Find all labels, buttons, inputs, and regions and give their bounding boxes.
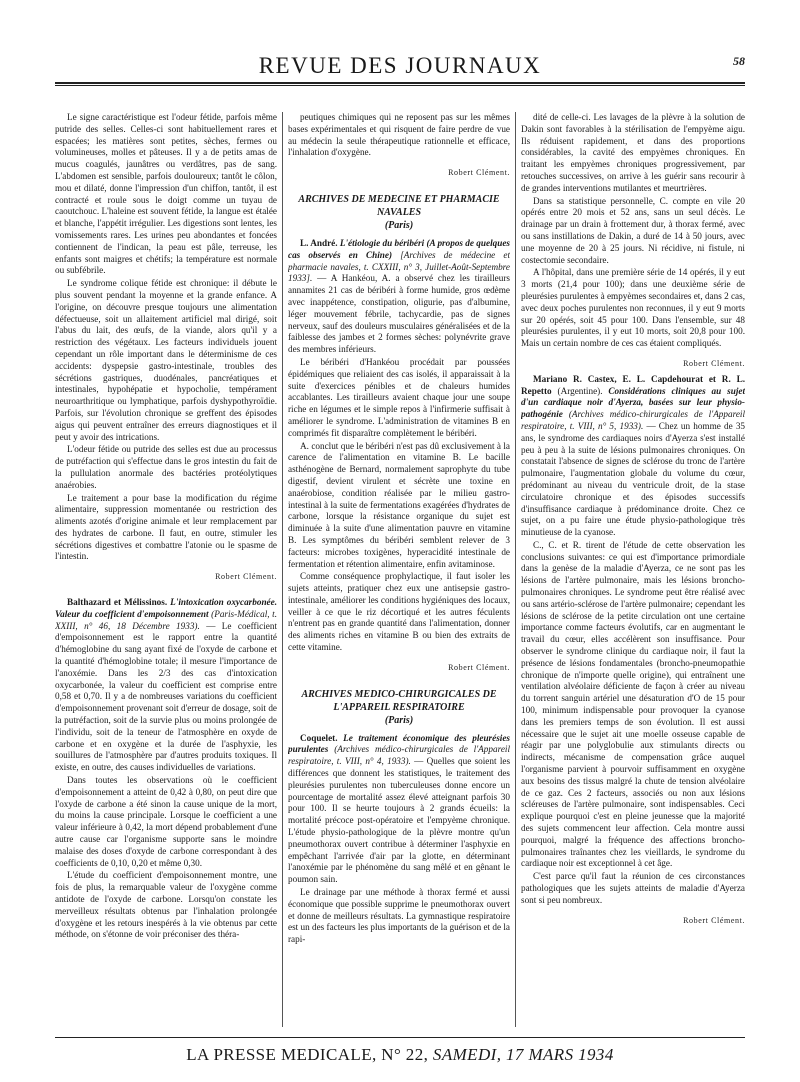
page-number: 58	[733, 54, 745, 68]
paragraph: dité de celle-ci. Les lavages de la plèvre à la solution de Dakin sont favorables à la stérilisation de l'empyème aigu. Ils réduisent rapidement, et dans des proportions considérables, la cavité des empyèmes chroniques. En traitant les empyèmes chroniques progressivement, par retouches successives, on arrive à les guérir sans recourir à de grandes interventions mutilantes et meurtrières.	[521, 112, 745, 193]
journal-section-title: REVUE DES JOURNAUX	[258, 53, 542, 78]
article-authors: Balthazard et Mélissinos.	[67, 597, 168, 608]
paragraph: peutiques chimiques qui ne reposent pas sur les mêmes bases expérimentales et qui risquent de faire perdre de vue au médecin la seule thérapeutique rationnelle et efficace, l'inhalation d'oxygène.	[288, 112, 510, 158]
signature: Robert Clément.	[683, 915, 745, 925]
page-header	[55, 52, 745, 86]
article-heading-paragraph	[55, 597, 277, 774]
article-source: (Paris-Médical, t. XXIII, n° 46, 18 Décembre 1933).	[55, 608, 277, 631]
paragraph: Le signe caractéristique est l'odeur fétide, parfois même putride des selles. Celles-ci sont habituellement rares et espacées; les matières sont petites, sèches, fermes ou volumineuses, molles et pâteuses. Il y a de petits amas de mucus coagulés, jaunâtres ou verdâtres, pas de sang. L'abdomen est sensible, parfois douloureux; tantôt le côlon, mou et dilaté, donne l'impression d'un chiffon, tantôt, il est contracté et roule sous le doigt comme un tuyau de caoutchouc. L'haleine est souvent fétide, la langue est étalée et blanche, l'appétit irrégulier. Les digestions sont lentes, les vomissements rares. Les urines peu abondantes et foncées contiennent de l'indican, la peau est pâle, terreuse, les enfants sont maigres et chétifs; la température est normale ou subfébrile.	[55, 112, 277, 276]
paragraph: Le traitement a pour base la modification du régime alimentaire, suppression momentanée ou restriction des aliments azotés d'origine animale et leur remplacement par des hydrates de carbone. Il faut, en outre, stimuler les sécrétions digestives et combattre l'atonie ou le spasme de l'intestin.	[55, 492, 277, 562]
article-country: (Argentine).	[557, 385, 603, 396]
footer-text	[55, 1045, 745, 1065]
paragraph: L'odeur fétide ou putride des selles est due au processus de putréfaction qui s'effectue dans le gros intestin du fait de la pullulation anormale des bactéries protéolytiques anaérobies.	[55, 444, 277, 490]
journal-name: ARCHIVES DE MEDECINE ET PHARMACIE NAVALES	[298, 193, 500, 218]
column-divider	[515, 112, 516, 1027]
article-body: — Quelles que soient les différences que donnent les statistiques, le traitement des pleurésies purulentes non tuberculeuses donne encore un pourcentage de mortalité assez élevé atteignant parfois 30 pour 100. Il se heurte toujours à 2 grands écueils: la mortalité précoce post-opératoire et l'empyème chronique. L'étude physio-pathologique de la plèvre montre qu'un pneumothorax ouvert contribue à déterminer l'asphyxie en empêchant l'arrivée d'air par la glotte, en déterminant l'anoxémie par le phénomène du sang mêlé et en gênant le poumon sain.	[288, 756, 510, 885]
journal-section-heading	[288, 688, 510, 727]
paragraph: C., C. et R. tirent de l'étude de cette observation les conclusions suivantes: ce qui est d'importance primordiale dans la genèse de la maladie d'Ayerza, ce ne sont pas les lésions de l'artère pulmonaire, mais les lésions broncho-pulmonaires chroniques. Le syndrome peut être réalisé avec ou sans artério-sclérose de l'artère pulmonaire; cependant les lésions de sclérose de la petite circulation ont une certaine importance comme facteurs évolutifs, car en augmentant le travail du cœur, elles accélèrent son insuffisance. Pour observer le syndrome clinique du cardiaque noir, il faut la présence de lésions fondamentales (broncho-pneumopathie chronique de n'importe quelle origine), qui entraînent une ventilation alvéolaire déficiente de façon à créer au niveau du torrent sanguin artériel une désaturation d'O de 15 pour 100, minimum indispensable pour provoquer la cyanose dans les premiers temps de son évolution. Il est aussi nécessaire que le sujet ait une moelle osseuse capable de réagir par une polyglobulie aux stimulants directs ou indirects, mécanisme de compensation grâce auquel l'organisme parvient à pourvoir suffisamment en oxygène aux besoins des tissus malgré la chute de tension alvéolaire de ce gaz. Ces 2 facteurs, associés ou non aux lésions scléreuses de l'artère pulmonaire, sont indispensables. Ceci explique pourquoi c'est en pleine jeunesse que la majorité des sujets commencent leur affection. Cela montre aussi pourquoi, malgré la fréquence des affections broncho-pulmonaires traînantes chez les vieillards, le syndrome du cardiaque noir est exceptionnel à cet âge.	[521, 539, 745, 869]
journal-section-heading	[288, 193, 510, 232]
article-body: — Chez un homme de 35 ans, le syndrome des cardiaques noirs d'Ayerza s'est installé peu à peu à la suite de lésions pulmonaires chroniques. On constatait l'absence de signes de sclérose du tronc de l'artère pulmonaire, l'augmentation globale du volume du cœur, prédominant au niveau du ventricule droit, de la stase circulatoire chronique et des épisodes successifs d'insuffisance cardiaque à prédominance droite. Chez ce sujet, on a pu faire une étude physio-pathologique très minutieuse de la cyanose.	[521, 420, 745, 538]
footer-rule	[55, 1037, 745, 1038]
spacer	[55, 587, 277, 597]
article-heading-paragraph	[521, 374, 745, 539]
article-title: Considérations cliniques au sujet d'un cardiaque noir d'Ayerza, basées sur leur physio-pathogénie	[521, 385, 745, 420]
journal-city: (Paris)	[384, 714, 414, 726]
article-authors: L. André.	[300, 237, 338, 248]
paragraph: Le béribéri d'Hankéou procédait par poussées épidémiques que reliaient des cas isolés, il apparaissait à la suite d'exercices pénibles et de chaleurs humides accablantes. Les tirailleurs avaient chaque jour une soupe riche en légumes et le simple repos à l'infirmerie suffisait à améliorer le syndrome. L'administration de vitamines B en comprimés fit disparaître complètement le béribéri.	[288, 356, 510, 438]
article-body: — A Hankéou, A. a observé chez les tirailleurs annamites 21 cas de béribéri à forme humide, gros œdème avec inappétence, constipation, oligurie, pas d'albumine, léger mouvement fébrile, tachycardie, pas de signes nerveux, sauf des douleurs musculaires généralisées et de la faiblesse des jambes et 2 formes sèches: polynévrite grave des membres inférieurs.	[288, 273, 510, 355]
paragraph: L'étude du coefficient d'empoisonnement montre, une fois de plus, la remarquable valeur de l'oxygène comme antidote de l'oxyde de carbone. Lorsqu'on constate les merveilleux résultats obtenus par l'inhalation prolongée d'oxygène et les retours inespérés à la vie obtenus par cette méthode, on s'étonne de voir préconiser des théra-	[55, 870, 277, 940]
paragraph: C'est parce qu'il faut la réunion de ces circonstances pathologiques que les sujets atteints de maladie d'Ayerza sont si peu nombreux.	[521, 871, 745, 905]
signature: Robert Clément.	[448, 168, 510, 178]
signature: Robert Clément.	[215, 572, 277, 582]
footer-journal: LA PRESSE MEDICALE, N° 22,	[186, 1045, 429, 1064]
article-source: [Archives de médecine et pharmacie navales, t. CXXIII, n° 3, Juillet-Août-Septembre 1933].	[288, 249, 510, 284]
paragraph: Le drainage par une méthode à thorax fermé et aussi économique que possible supprime le pneumothorax ouvert et donne de meilleurs résultats. La gymnastique respiratoire est un des facteurs les plus importants de la guérison et de la rapi-	[288, 887, 510, 945]
article-heading-paragraph	[288, 238, 510, 356]
footer-date: SAMEDI, 17 MARS 1934	[432, 1045, 614, 1064]
article-source: (Archives médico-chirurgicales de l'Appareil respiratoire, t. VIII, n° 5, 1933).	[521, 409, 745, 431]
signature: Robert Clément.	[448, 662, 510, 672]
paragraph: Dans toutes les observations où le coefficient d'empoisonnement a atteint de 0,42 à 0,80, on peut dire que l'oxyde de carbone a été sinon la cause unique de la mort, du moins la cause principale. Lorsque le coefficient a une valeur inférieure à 0,42, la mort dépend probablement d'une autre cause car l'organisme supporte sans le moindre malaise des doses d'oxyde de carbone correspondant à des coefficients de 0,10, 0,20 et même 0,30.	[55, 775, 277, 868]
header-rule	[55, 82, 745, 84]
signature: Robert Clément.	[683, 358, 745, 368]
paragraph: Dans sa statistique personnelle, C. compte en vile 20 opérés entre 20 mois et 52 ans, sans un seul décès. Le drainage par un drain à frottement dur, à thorax fermé, avec ou sans instillations de Dakin, a duré de 14 à 50 jours, avec une moyenne de 20 à 25 jours. Ni récidive, ni fistule, ni costectomie secondaire.	[521, 195, 745, 265]
header-rule-thin	[55, 85, 745, 86]
column-1	[55, 112, 277, 1027]
journal-city: (Paris)	[384, 219, 414, 231]
paragraph: Comme conséquence prophylactique, il faut isoler les sujets atteints, pratiquer chez eux une antisepsie gastro-intestinale, améliorer les conditions hygiéniques des locaux, veiller à ce que le riz décortiqué et les autres féculents n'entrent pas en grande quantité dans l'alimentation, donner des aliments riches en vitamine B ou bien des extraits de cette vitamine.	[288, 571, 510, 653]
article-body: — Le coefficient d'empoisonnement est le rapport entre la quantité d'hémoglobine du sang ayant fixé de l'oxyde de carbone et la quantité d'hémoglobine totale; il mesure l'importance de l'anoxémie. Dans les 2/3 des cas d'intoxication oxycarbonée, la valeur du coefficient est comprise entre 0,58 et 0,70. Il y a de nombreuses variations du coefficient d'empoisonnement provenant soit d'erreur de dosage, soit de la putréfaction, soit de la survie plus ou moins prolongée de l'individu, soit de la teneur de l'atmosphère en oxyde de carbone et en oxygène et la durée de l'asphyxie, les souillures de l'atmosphère par d'autres produits toxiques. Il existe, en outre, des causes individuelles de variations.	[55, 620, 277, 773]
article-authors: Coquelet.	[300, 732, 338, 743]
paragraph: A l'hôpital, dans une première série de 14 opérés, il y eut 3 morts (21,4 pour 100); dans une deuxième série de pleurésies purulentes à empyèmes secondaires et, dans 2 cas, avec deux poches purulentes non reconnues, il y eut 9 morts sur 20 opérés, soit 45 pour 100. Dans l'ensemble, sur 48 pleurésies purulentes, il y eut 10 morts, soit 20,8 pour 100. Mais un certain nombre de ces cas étaient compliqués.	[521, 267, 745, 349]
column-divider	[282, 112, 283, 1027]
article-title: Le traitement économique des pleurésies purulentes	[288, 732, 510, 755]
column-3	[521, 112, 745, 1027]
article-heading-paragraph	[288, 733, 510, 886]
paragraph: Le syndrome colique fétide est chronique: il débute le plus souvent pendant la moyenne et la grande enfance. A l'origine, on découvre presque toujours une alimentation défectueuse, soit un allaitement artificiel mal dirigé, soit l'abus du lait, des œufs, de la viande, alors qu'il y a restriction des végétaux. Les facteurs individuels jouent cependant un rôle important dans le déterminisme de ces accidents: dyspepsie gastro-intestinale, troubles des sécrétions gastriques, duodénales, pancréatiques et intestinales, hypohépatie et hypocholie, tempérament neuroarthritique ou lymphatique, parfois dyshypothyroïdie. Parfois, sur l'évolution chronique se greffent des épisodes aigus qui peuvent entraîner des erreurs diagnostiques et il peut y avoir des intrications.	[55, 278, 277, 442]
page-footer	[55, 1037, 745, 1067]
journal-name: ARCHIVES MEDICO-CHIRURGICALES DE L'APPAREIL RESPIRATOIRE	[301, 688, 497, 713]
article-source: (Archives médico-chirurgicales de l'Appareil respiratoire, t. VIII, n° 4, 1933).	[288, 744, 510, 767]
article-title: L'intoxication oxycarbonée. Valeur du coefficient d'empoisonnement	[55, 597, 277, 619]
article-title: L'étiologie du béribéri (A propos de quelques cas observés en Chine)	[288, 237, 510, 260]
article-authors: Mariano R. Castex, E. L. Capdehourat et R. L. Repetto	[521, 373, 745, 396]
column-2	[288, 112, 510, 1027]
paragraph: A. conclut que le béribéri n'est pas dû exclusivement à la carence de l'alimentation en vitamine B. Le bacille asthénogène de Bernard, normalement saprophyte du tube digestif, devient virulent et sécrète une toxine en anaérobiose, condition réalisée par le milieu gastro-intestinal à la suite de fermentations exagérées d'hydrates de carbone, lorsque la résistance organique du sujet est diminuée à la suite d'une alimentation pauvre en vitamine B. Les symptômes du béribéri semblent relever de 3 facteurs: microbes toxigènes, hyperacidité intestinale de fermentation et rétention alimentaire, enfin avitaminose.	[288, 440, 510, 569]
